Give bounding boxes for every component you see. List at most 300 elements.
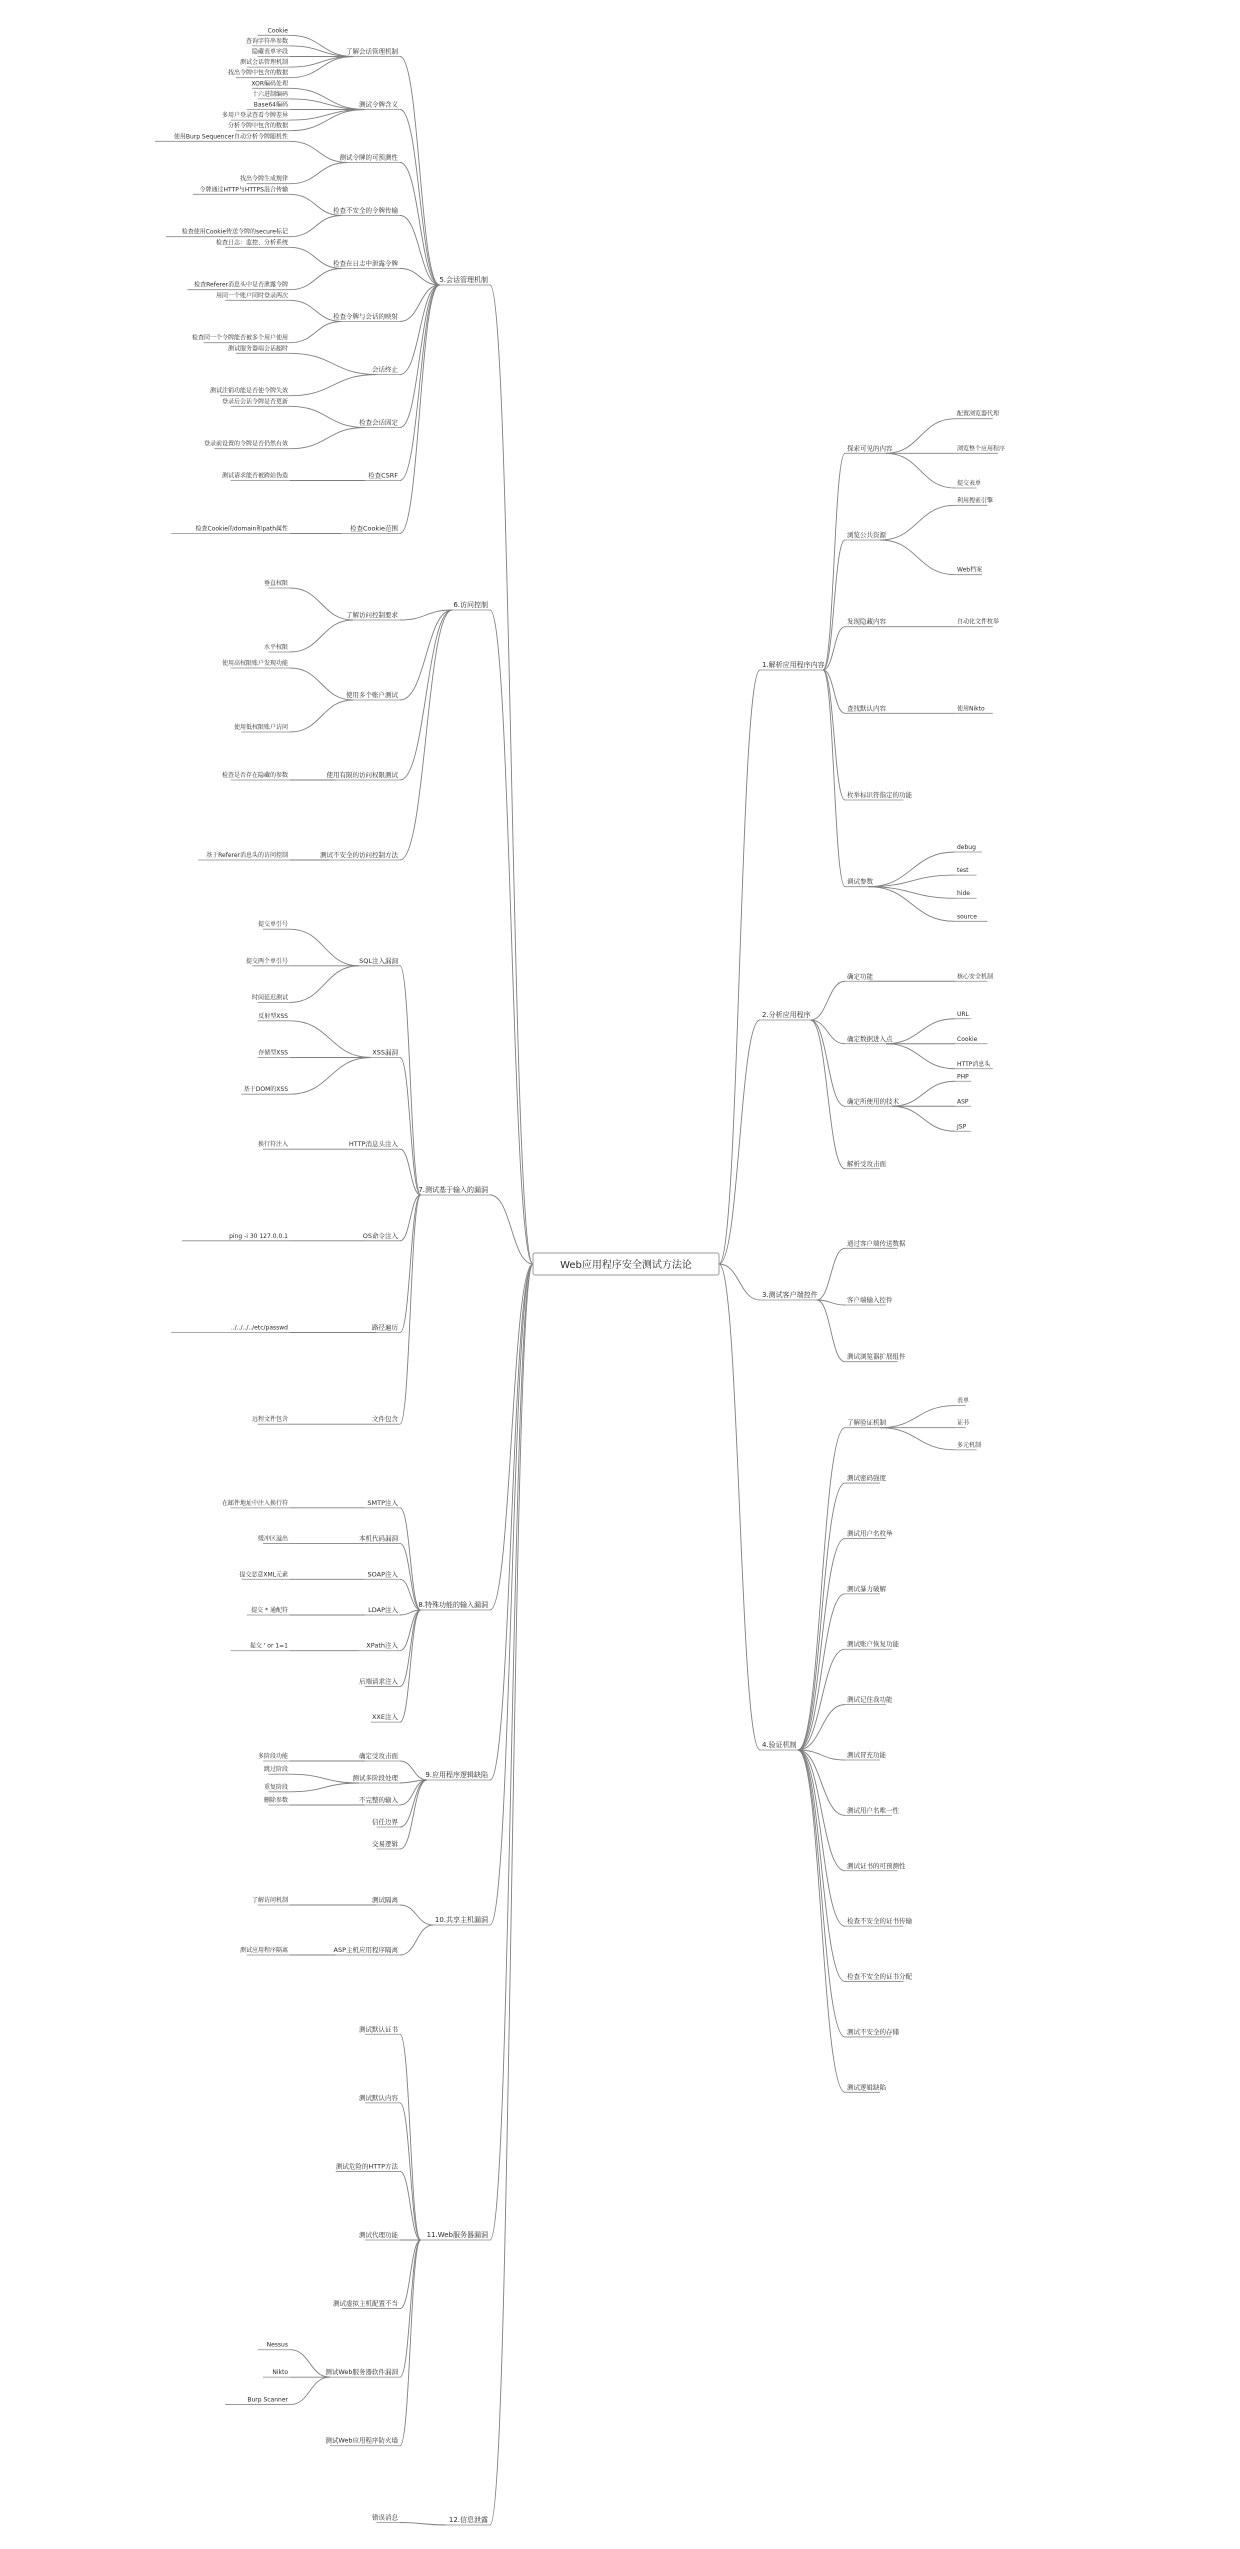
topic-node-label: 客户端输入控件 (847, 1296, 893, 1304)
connector-line (400, 1610, 421, 1651)
leaf-node[interactable] (264, 579, 290, 588)
leaf-node[interactable] (264, 1796, 290, 1805)
leaf-node[interactable] (264, 1783, 290, 1792)
leaf-node-label: 反射型XSS (258, 1012, 288, 1020)
topic-node-label: 枚举标识符指定的功能 (847, 791, 912, 799)
leaf-node[interactable] (241, 1085, 290, 1094)
leaf-node[interactable] (955, 566, 982, 575)
leaf-node[interactable] (258, 2342, 290, 2350)
branch-7-label: 11.Web服务器漏洞 (426, 2231, 488, 2239)
topic-node[interactable] (845, 1096, 900, 1106)
leaf-node-label: 换行符注入 (257, 1141, 288, 1149)
leaf-node[interactable] (258, 1535, 290, 1544)
leaf-node-label: 提交 ' or 1=1 (249, 1642, 288, 1650)
connector-line (400, 110, 440, 286)
topic-node[interactable] (845, 1528, 893, 1538)
leaf-node-label: 找出令牌中包含的数据 (227, 69, 288, 77)
topic-node[interactable] (372, 1414, 400, 1424)
topic-node[interactable] (359, 1676, 400, 1686)
connector-line (886, 1019, 955, 1044)
topic-node-label: 检查会话固定 (359, 418, 398, 427)
topic-node[interactable] (359, 100, 400, 110)
leaf-node[interactable] (239, 1570, 290, 1579)
topic-node[interactable] (327, 770, 401, 780)
topic-node[interactable] (346, 690, 400, 700)
leaf-node[interactable] (258, 27, 290, 35)
connector-line (490, 1264, 533, 1925)
topic-node[interactable] (365, 471, 400, 481)
branch-9[interactable] (760, 660, 825, 670)
leaf-node-label: Cookie (957, 1035, 978, 1043)
leaf-node[interactable] (955, 1123, 971, 1131)
leaf-node[interactable] (251, 79, 290, 88)
topic-node-label: 测试冒充功能 (847, 1751, 886, 1759)
leaf-node[interactable] (198, 851, 290, 860)
topic-node[interactable] (340, 153, 401, 163)
connector-line (290, 322, 342, 343)
topic-node-label: 测试不安全的访问控制方法 (320, 851, 398, 859)
leaf-node-label: hide (957, 890, 970, 898)
leaf-node[interactable] (955, 704, 993, 713)
connector-line (490, 1264, 533, 1780)
leaf-node[interactable] (247, 101, 290, 110)
connector-line (400, 1780, 427, 1805)
connector-line (868, 887, 955, 899)
leaf-node-label: ping -i 30 127.0.0.1 (229, 1232, 288, 1240)
topic-node[interactable] (363, 1231, 400, 1241)
topic-node-label: 测试令牌的可预测性 (339, 153, 398, 162)
connector-line (810, 981, 845, 1020)
topic-node[interactable] (333, 2299, 400, 2309)
topic-node[interactable] (845, 1805, 900, 1815)
topic-node[interactable] (365, 1569, 400, 1579)
connector-line (400, 2240, 421, 2377)
connector-line (400, 1780, 427, 1827)
topic-node[interactable] (320, 850, 400, 860)
topic-node[interactable] (845, 1639, 900, 1649)
leaf-node-label: Nessus (266, 2341, 288, 2349)
leaf-node-label: 检查Referer消息头中是否泄露令牌 (194, 281, 288, 289)
topic-node[interactable] (845, 1159, 887, 1169)
topic-node-label: 测试危险的HTTP方法 (335, 2162, 398, 2171)
leaf-node-label: 基于DOM的XSS (243, 1086, 288, 1094)
leaf-node-label: 检查使用Cookie传送令牌的secure标记 (181, 228, 288, 236)
connector-line (290, 46, 353, 57)
leaf-node[interactable] (210, 387, 290, 396)
leaf-node[interactable] (955, 479, 981, 488)
connector-line (290, 428, 365, 449)
topic-node[interactable] (333, 312, 400, 322)
mind-map-nodes (155, 27, 1005, 2525)
topic-node[interactable] (845, 1473, 887, 1483)
leaf-node[interactable] (264, 643, 290, 652)
connector-line (400, 610, 452, 780)
leaf-node[interactable] (222, 771, 290, 780)
topic-node[interactable] (845, 1034, 893, 1044)
leaf-node[interactable] (216, 291, 290, 300)
connector-line (823, 670, 845, 887)
leaf-node-label: 在邮件地址中注入换行符 (221, 1499, 288, 1507)
leaf-node-label: 基于Referer消息头的访问控制 (206, 852, 288, 859)
connector-line (490, 610, 533, 1264)
leaf-node-label: 登录前设置的令牌是否仍然有效 (203, 440, 288, 448)
leaf-node-label: ../../../../etc/passwd (230, 1324, 288, 1332)
leaf-node[interactable] (252, 90, 290, 99)
topic-node[interactable] (359, 956, 400, 966)
leaf-node[interactable] (171, 1325, 290, 1333)
branch-12[interactable] (760, 1740, 798, 1750)
topic-node[interactable] (333, 259, 400, 269)
leaf-node-label: 检查是否存在隐藏的参数 (221, 772, 288, 779)
topic-node-label: 测试默认内容 (359, 2093, 398, 2102)
topic-node[interactable] (845, 1861, 906, 1871)
topic-node[interactable] (371, 1048, 400, 1058)
connector-line (798, 1428, 845, 1750)
leaf-node[interactable] (240, 1946, 290, 1955)
topic-node-label: 测试用户名枚举 (847, 1529, 893, 1538)
leaf-node[interactable] (258, 920, 290, 929)
connector-line (400, 1761, 427, 1780)
topic-node-label: 测试Web应用程序防火墙 (325, 2436, 398, 2445)
leaf-node[interactable] (222, 1499, 290, 1508)
root-node-label: Web应用程序安全测试方法论 (560, 1260, 692, 1271)
topic-node-label: 文件包含 (372, 1415, 398, 1424)
leaf-node-label: 缓冲区溢出 (257, 1535, 288, 1543)
leaf-node[interactable] (258, 1049, 290, 1058)
connector-line (490, 1264, 533, 2525)
connector-line (290, 269, 342, 290)
leaf-node[interactable] (204, 440, 290, 449)
leaf-node-label: 分析令牌中包含的数据 (227, 122, 288, 130)
leaf-node[interactable] (222, 397, 290, 406)
topic-node[interactable] (336, 2161, 400, 2171)
connector-line (880, 1428, 955, 1450)
connector-line (886, 1044, 955, 1069)
topic-node-label: LDAP注入 (368, 1606, 398, 1614)
topic-node[interactable] (845, 1238, 906, 1248)
topic-node-label: 信任边界 (372, 1818, 398, 1826)
leaf-node[interactable] (155, 132, 290, 141)
leaf-node[interactable] (228, 69, 290, 78)
topic-node[interactable] (371, 1712, 400, 1722)
leaf-node-label: Cookie (267, 27, 288, 35)
connector-line (290, 2350, 330, 2377)
leaf-node[interactable] (258, 1012, 290, 1021)
topic-node-label: 通过客户端传送数据 (847, 1239, 906, 1248)
topic-node-label: 检查不安全的令牌传输 (333, 206, 398, 215)
topic-node[interactable] (845, 2082, 887, 2092)
leaf-node[interactable] (252, 994, 290, 1003)
branch-6-label: 10.共享主机漏洞 (434, 1916, 488, 1924)
leaf-node[interactable] (955, 890, 977, 898)
topic-node-label: ASP主机应用程序隔离 (333, 1946, 398, 1954)
connector-line (892, 1106, 955, 1131)
leaf-node-label: 使用高权限账户发现功能 (221, 660, 288, 667)
root-node[interactable] (533, 1253, 719, 1275)
topic-node[interactable] (346, 610, 400, 620)
topic-node-label: SOAP注入 (367, 1570, 398, 1579)
branch-12-label: 4.验证机制 (762, 1741, 797, 1749)
leaf-node-label: 自动化文件枚举 (957, 618, 1000, 626)
topic-node-label: 了解会话管理机制 (346, 47, 398, 56)
connector-line (290, 1774, 359, 1783)
leaf-node[interactable] (955, 1098, 971, 1106)
leaf-node-label: 提交表单 (957, 480, 982, 487)
leaf-node[interactable] (955, 844, 982, 852)
topic-node-label: 测试浏览器扩展组件 (847, 1352, 906, 1361)
leaf-node[interactable] (247, 1606, 290, 1615)
topic-node[interactable] (845, 1916, 913, 1926)
topic-node-label: 检查在日志中泄露令牌 (333, 259, 398, 268)
leaf-node[interactable] (222, 659, 290, 668)
leaf-node[interactable] (192, 334, 290, 343)
leaf-node[interactable] (252, 48, 290, 57)
topic-node-label: 测试多阶段处理 (352, 1774, 398, 1782)
leaf-node-label: 测试应用程序隔离 (239, 1947, 288, 1954)
topic-node[interactable] (359, 1641, 400, 1651)
leaf-node-label: 存储型XSS (258, 1049, 288, 1057)
topic-node[interactable] (342, 524, 401, 534)
leaf-node-label: 用同一个账户同时登录两次 (215, 292, 288, 300)
topic-node[interactable] (346, 47, 400, 57)
branch-10-label: 2.分析应用程序 (762, 1011, 811, 1019)
branch-1[interactable] (439, 275, 490, 285)
connector-line (892, 1081, 955, 1106)
topic-node-label: 测试暴力破解 (847, 1584, 886, 1593)
connector-line (400, 2171, 421, 2240)
topic-node[interactable] (325, 2436, 400, 2446)
topic-node[interactable] (845, 1352, 906, 1362)
connector-line (400, 163, 440, 286)
leaf-node-label: debug (957, 844, 976, 851)
leaf-node-label: 找出令牌生成规律 (239, 175, 288, 183)
branch-7[interactable] (421, 2230, 490, 2240)
topic-node-label: 确定功能 (847, 972, 873, 981)
leaf-node[interactable] (231, 1642, 290, 1651)
connector-line (290, 406, 365, 427)
leaf-node-label: 使用Burp Sequencer自动分析令牌随机性 (173, 133, 288, 141)
topic-node-label: XPath注入 (366, 1641, 398, 1650)
connector-line (290, 700, 353, 732)
leaf-node[interactable] (252, 1896, 290, 1905)
leaf-node[interactable] (234, 723, 290, 732)
leaf-node[interactable] (955, 1060, 993, 1069)
leaf-node-label: 检查Cookie的domain和path属性 (195, 525, 288, 533)
leaf-node-label: test (957, 867, 969, 875)
leaf-node[interactable] (258, 1752, 290, 1761)
topic-node-label: 测试密码强度 (847, 1474, 886, 1483)
leaf-node[interactable] (955, 444, 1005, 453)
leaf-node[interactable] (263, 2369, 290, 2377)
topic-node[interactable] (359, 2230, 400, 2240)
leaf-node-label: 远程文件包含 (251, 1416, 288, 1424)
topic-node-label: XSS漏洞 (372, 1048, 398, 1057)
topic-node-label: 使用多个账户测试 (346, 691, 398, 699)
leaf-node[interactable] (955, 496, 993, 505)
leaf-node[interactable] (955, 913, 987, 921)
leaf-node[interactable] (240, 175, 290, 184)
leaf-node[interactable] (955, 1036, 987, 1044)
topic-node[interactable] (845, 617, 887, 627)
connector-line (400, 285, 440, 534)
leaf-node-label: 多用户登录查看令牌差异 (221, 112, 288, 120)
branch-8-label: 12.信息泄露 (448, 2516, 488, 2524)
leaf-node-label: 令牌通过HTTP与HTTPS混合传输 (199, 186, 288, 194)
topic-node[interactable] (845, 790, 913, 800)
leaf-node[interactable] (955, 1073, 971, 1081)
leaf-node[interactable] (955, 618, 999, 627)
leaf-node-label: 使用低权限账户访问 (233, 724, 288, 731)
topic-node[interactable] (845, 530, 887, 540)
topic-node[interactable] (845, 877, 874, 887)
leaf-node-label: 浏览整个应用程序 (957, 445, 1006, 453)
topic-node[interactable] (845, 1695, 893, 1705)
leaf-node-label: 测试会话管理机制 (239, 59, 288, 67)
connector-line (798, 1750, 845, 2037)
leaf-node-label: 证书 (957, 1419, 970, 1427)
connector-line (817, 1300, 845, 1362)
leaf-node[interactable] (166, 228, 290, 237)
topic-node-label: 测试隔离 (372, 1896, 398, 1904)
topic-node[interactable] (845, 1750, 887, 1760)
topic-node[interactable] (845, 443, 893, 453)
leaf-node-label: 测试服务器端会话超时 (227, 345, 288, 353)
topic-node[interactable] (372, 1817, 400, 1827)
branch-11[interactable] (760, 1290, 818, 1300)
topic-node[interactable] (845, 1295, 893, 1305)
leaf-node[interactable] (258, 1140, 290, 1149)
topic-node-label: 检查不安全的证书分配 (847, 1972, 912, 1981)
branch-10[interactable] (760, 1010, 811, 1020)
leaf-node-label: 多元机制 (957, 1441, 982, 1449)
branch-4[interactable] (418, 1600, 490, 1610)
topic-node[interactable] (333, 206, 400, 216)
connector-line (290, 353, 377, 374)
topic-node-label: 调试参数 (847, 877, 873, 886)
leaf-node[interactable] (955, 867, 977, 875)
leaf-node[interactable] (228, 344, 290, 353)
connector-line (719, 1264, 760, 1750)
leaf-node-label: Base64编码 (253, 101, 288, 109)
topic-node[interactable] (372, 2513, 400, 2523)
connector-line (490, 1264, 533, 2240)
topic-node[interactable] (845, 1972, 913, 1982)
topic-node-label: 使用有限的访问权限测试 (326, 771, 398, 779)
connector-line (400, 1610, 421, 1722)
leaf-node-label: Nikto (272, 2369, 288, 2377)
branch-6[interactable] (433, 1915, 490, 1925)
branch-5[interactable] (425, 1770, 490, 1780)
topic-node[interactable] (845, 1584, 887, 1594)
topic-node[interactable] (325, 2367, 400, 2377)
connector-line (290, 216, 342, 237)
leaf-node[interactable] (955, 1397, 969, 1406)
topic-node[interactable] (359, 1534, 400, 1544)
topic-node-label: 了解访问控制要求 (346, 611, 398, 619)
connector-line (400, 1780, 427, 1849)
leaf-node[interactable] (955, 1441, 981, 1450)
leaf-node-label: ASP (957, 1098, 969, 1106)
leaf-node-label: 重复阶段 (263, 1783, 288, 1791)
connector-line (490, 1264, 533, 1610)
connector-line (400, 610, 452, 860)
topic-node[interactable] (359, 1751, 400, 1761)
connector-line (290, 375, 377, 396)
topic-node[interactable] (365, 1605, 400, 1615)
leaf-node[interactable] (955, 972, 993, 981)
connector-line (798, 1483, 845, 1750)
leaf-node[interactable] (216, 238, 290, 247)
leaf-node[interactable] (240, 58, 290, 67)
branch-5-label: 9.应用程序逻辑缺陷 (425, 1771, 488, 1779)
topic-node[interactable] (359, 1795, 400, 1805)
leaf-node-label: 利用搜索引擎 (957, 497, 994, 505)
topic-node-label: 解析受攻击面 (847, 1159, 886, 1168)
leaf-node[interactable] (182, 1233, 290, 1241)
branch-11-label: 3.测试客户端控件 (762, 1291, 818, 1299)
topic-node[interactable] (845, 971, 874, 981)
leaf-node-label: 了解访问机制 (251, 1897, 288, 1904)
leaf-node-label: 查询字符串参数 (245, 37, 288, 45)
topic-node[interactable] (365, 1498, 400, 1508)
topic-node-label: 不完整的输入 (359, 1796, 398, 1804)
leaf-node-label: Burp Scanner (247, 2396, 288, 2404)
branch-3[interactable] (418, 1185, 490, 1195)
topic-node-label: 测试用户名唯一性 (847, 1806, 899, 1815)
leaf-node[interactable] (264, 1765, 290, 1774)
topic-node[interactable] (359, 2093, 400, 2103)
leaf-node[interactable] (228, 122, 290, 131)
leaf-node[interactable] (955, 1419, 969, 1428)
topic-node[interactable] (353, 1773, 401, 1783)
leaf-node[interactable] (193, 185, 290, 194)
leaf-node[interactable] (955, 410, 999, 419)
connector-line (400, 1610, 421, 1686)
topic-node-label: 测试默认证书 (359, 2025, 398, 2034)
connector-line (400, 610, 452, 700)
topic-node[interactable] (359, 2024, 400, 2034)
branch-8[interactable] (446, 2515, 490, 2525)
branch-2[interactable] (452, 600, 490, 610)
topic-node[interactable] (372, 1895, 400, 1905)
topic-node[interactable] (845, 2027, 900, 2037)
topic-node[interactable] (372, 1839, 400, 1849)
leaf-node[interactable] (171, 525, 290, 534)
leaf-node[interactable] (246, 37, 290, 46)
leaf-node[interactable] (246, 957, 290, 966)
topic-node[interactable] (845, 1418, 887, 1428)
topic-node[interactable] (334, 1945, 401, 1955)
topic-node[interactable] (347, 1139, 400, 1149)
leaf-node[interactable] (225, 2397, 290, 2405)
leaf-node[interactable] (955, 1011, 971, 1019)
topic-node[interactable] (359, 418, 400, 428)
leaf-node-label: source (957, 913, 977, 921)
topic-node[interactable] (372, 1323, 400, 1333)
leaf-node[interactable] (222, 111, 290, 120)
leaf-node-label: URL (957, 1010, 969, 1018)
leaf-node-label: 垂直权限 (263, 580, 288, 587)
leaf-node-label: 使用Nikto (957, 705, 985, 713)
topic-node[interactable] (845, 703, 887, 713)
leaf-node[interactable] (187, 281, 290, 290)
topic-node-label: 交易逻辑 (372, 1840, 398, 1848)
leaf-node[interactable] (252, 1415, 290, 1424)
connector-line (868, 852, 955, 887)
topic-node[interactable] (372, 365, 400, 375)
connector-line (400, 2034, 421, 2240)
leaf-node[interactable] (222, 472, 290, 481)
